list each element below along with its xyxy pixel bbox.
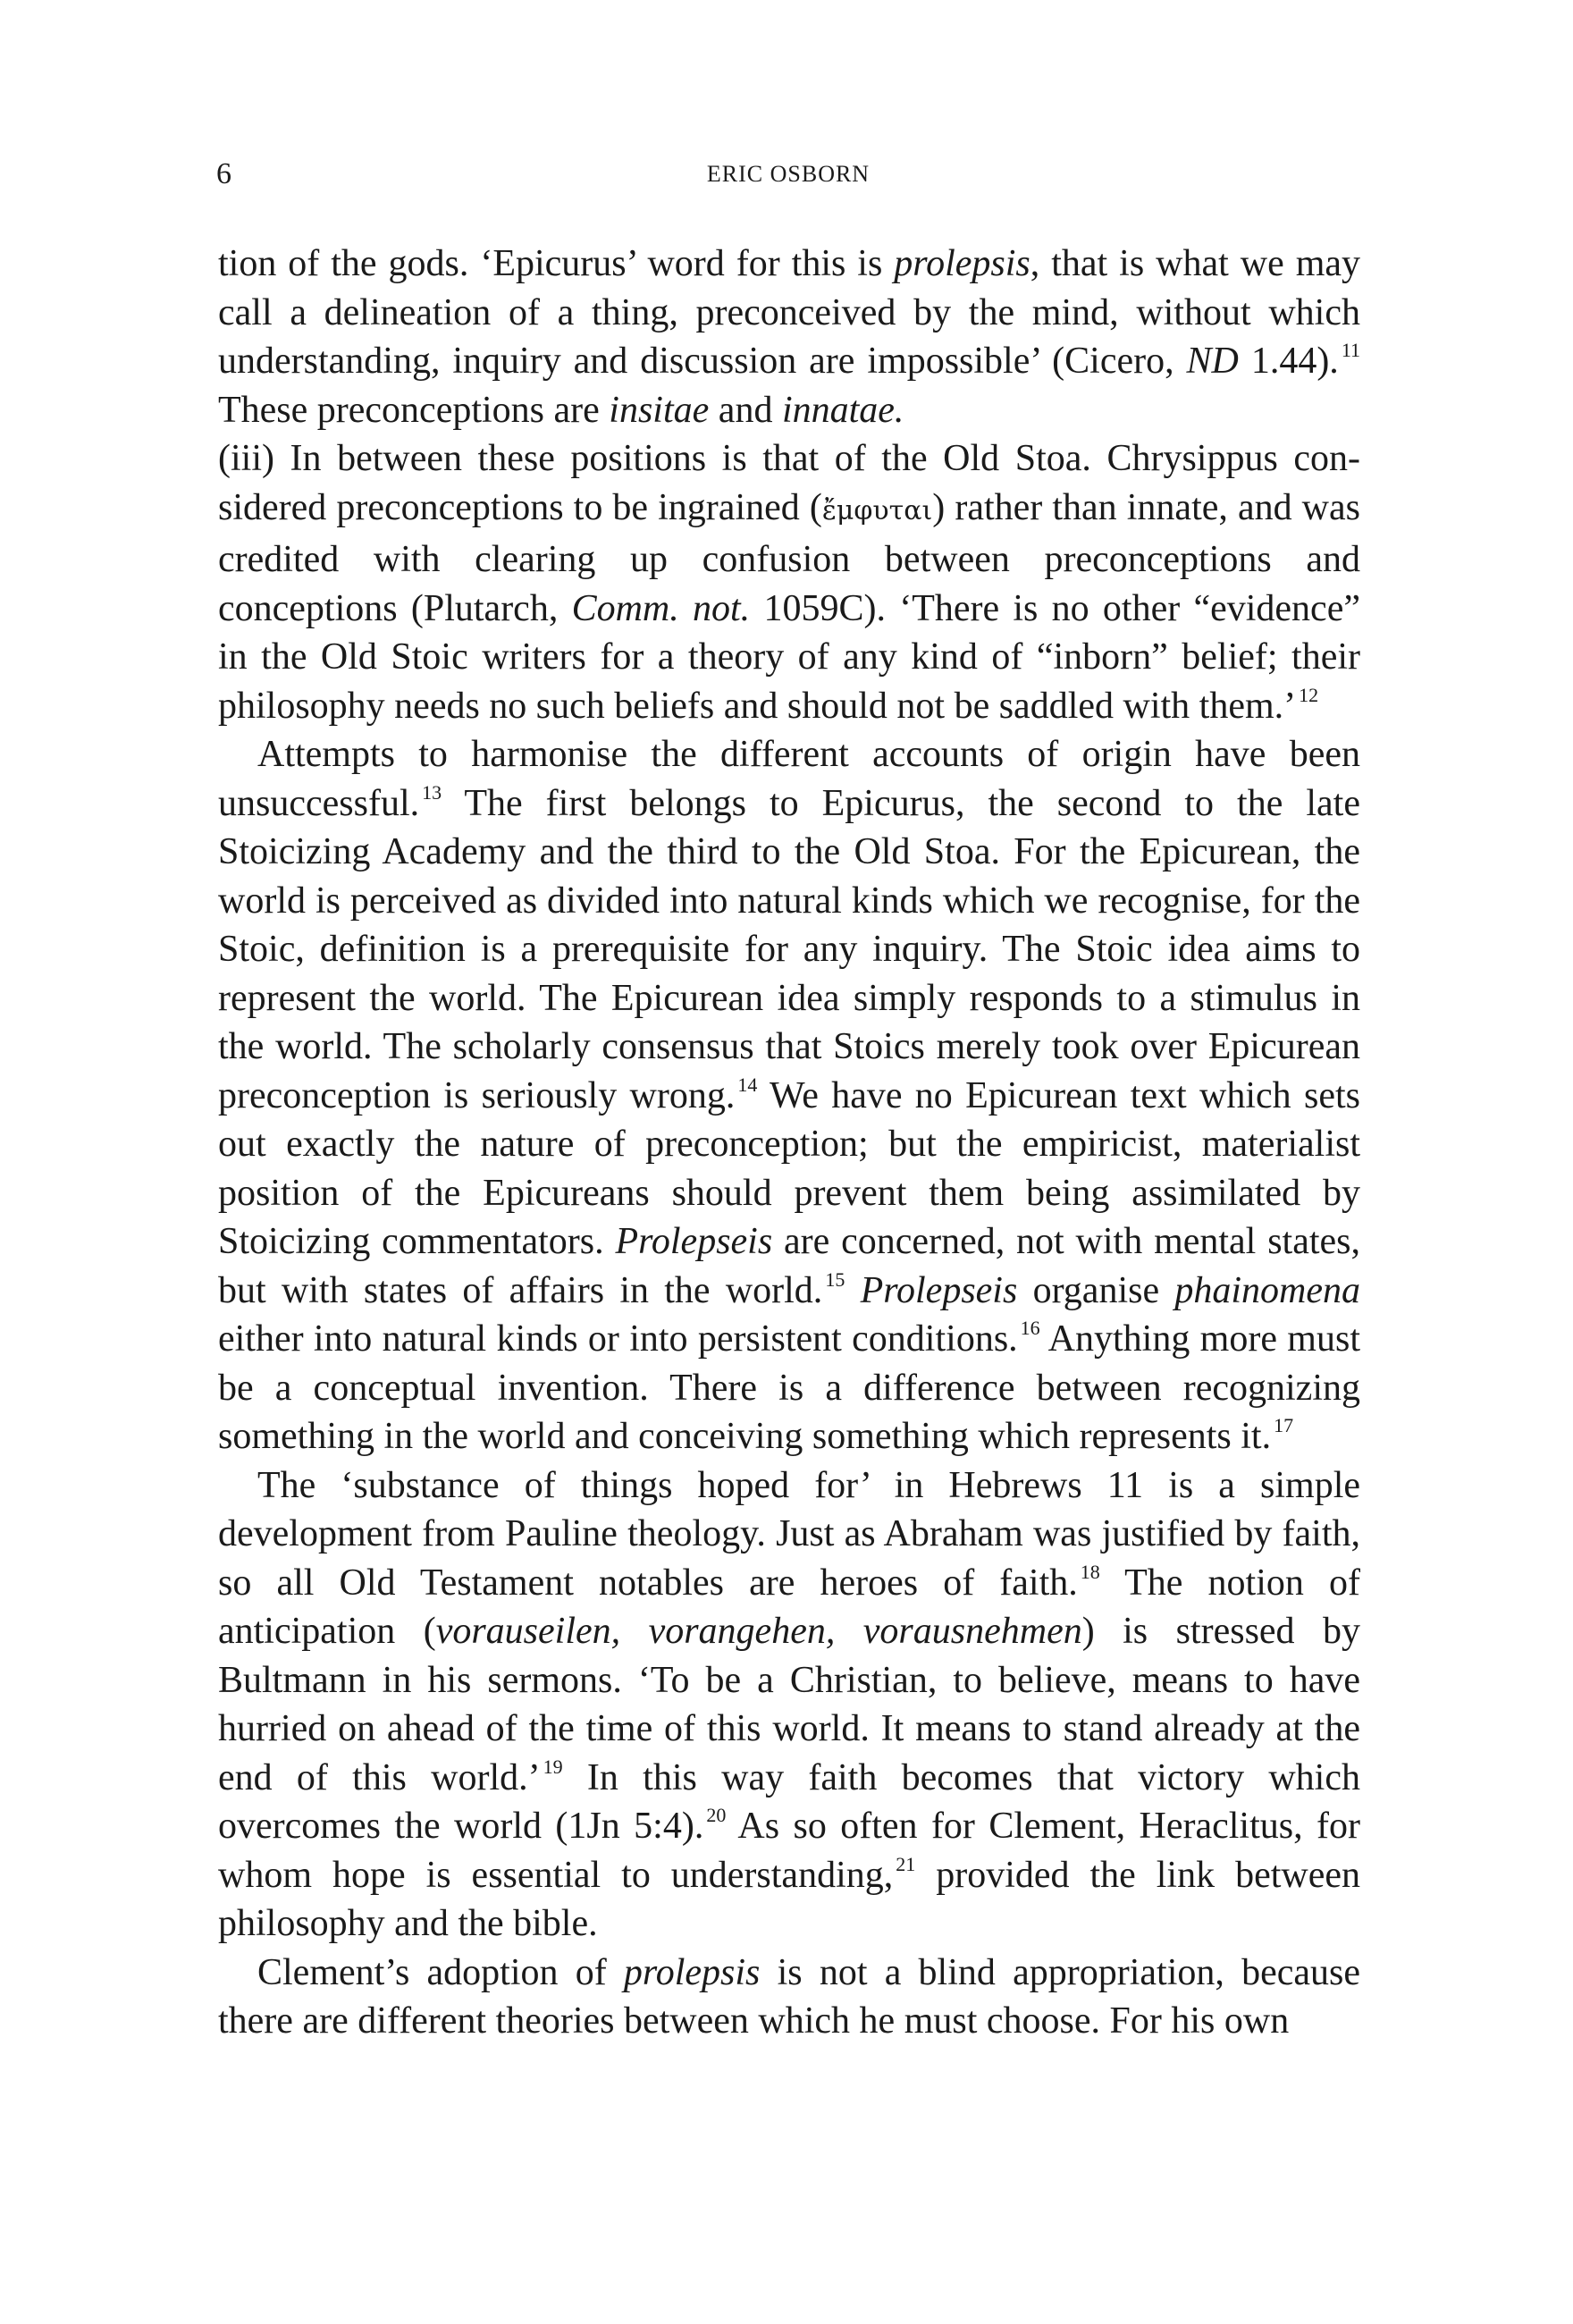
paragraph-p5 <box>218 1949 1360 2046</box>
paragraph-p3 <box>218 730 1360 1461</box>
page-header <box>216 157 1360 193</box>
footnote-marker: 21 <box>896 1852 916 1875</box>
paragraph-p2 <box>218 434 1360 730</box>
text-segment: tion of the gods. ‘Epicurus’ word for this is <box>218 243 895 284</box>
paragraph-p1 <box>218 240 1360 434</box>
text-segment: Clement’s adoption of <box>257 1951 624 1993</box>
italic-text: Comm. not. <box>571 587 751 629</box>
text-segment: (iii) In between these positions is that of the Old Stoa. Chrysippus considered preconceptions to be ingrained ( <box>218 438 1360 528</box>
text-segment: In this way faith becomes that victory which overcomes the world (1Jn 5:4). <box>218 1756 1360 1847</box>
footnote-marker: 19 <box>543 1755 563 1778</box>
italic-text: insitae <box>609 389 710 431</box>
text-segment: is not a blind appropriation, because there are different theories between which he must choose. For his own <box>218 1951 1360 2042</box>
footnote-marker: 13 <box>422 780 442 804</box>
text-segment: organise <box>1017 1269 1175 1311</box>
page-number: 6 <box>216 157 231 190</box>
text-segment: are concerned, not with mental states, but with states of affairs in the world. <box>218 1221 1361 1311</box>
body-text <box>218 240 1360 2046</box>
running-head: ERIC OSBORN <box>706 161 871 187</box>
text-segment: The first belongs to Epicurus, the second to the late Stoicizing Academy and the third to the Old Stoa. For the Epicurean, the world is perceived as divided into natural kinds which we recognise, for the Stoic, definition is a prerequisite for any inquiry. The Stoic idea aims to represent the world. The Epicurean idea simply responds to a stimulus in the world. The scholarly consensus that Stoics merely took over Epicurean preconception is seriously wrong. <box>218 782 1360 1116</box>
footnote-marker: 18 <box>1080 1560 1100 1583</box>
footnote-marker: 16 <box>1020 1317 1040 1339</box>
footnote-marker: 11 <box>1341 339 1360 361</box>
footnote-marker: 12 <box>1299 683 1319 706</box>
footnote-marker: 15 <box>825 1267 845 1291</box>
text-segment: and <box>709 389 782 431</box>
text-segment: Anything more must be a conceptual invention. There is a difference between recognizing something in the world and conceiving something which represents it. <box>218 1318 1360 1457</box>
text-segment: These preconceptions are <box>218 389 610 431</box>
text-segment <box>845 1270 860 1311</box>
italic-text: ND <box>1186 341 1239 382</box>
text-segment: 1059C). ‘There is no other “evidence” in the Old Stoic writers for a theory of any kind of “inborn” belief; their philosophy needs no such beliefs and should not be saddled with them.’ <box>218 587 1360 727</box>
text-segment: ) rather than innate, and was credited with clearing up confusion between preconceptions and conceptions (Plutarch, <box>218 486 1360 629</box>
text-segment: 1.44). <box>1238 341 1339 382</box>
greek-text: ἔμφυται <box>821 494 933 526</box>
text-segment: The ‘substance of things hoped for’ in Hebrews 11 is a simple development from Pauline theology. Just as Abraham was justified by faith, so all Old Testament notables are heroes of faith. <box>218 1464 1360 1604</box>
text-segment: , that is what we may call a delineation of a thing, preconceived by the mind, without which understanding, inquiry and discussion are impossible’ (Cicero, <box>218 243 1360 382</box>
text-segment: Attempts to harmonise the different accounts of origin have been unsuccessful. <box>218 734 1360 824</box>
footnote-marker: 20 <box>706 1804 727 1826</box>
text-segment: As so often for Clement, Heraclitus, for whom hope is essential to understanding, <box>218 1806 1360 1896</box>
footnote-marker: 17 <box>1274 1414 1294 1436</box>
text-segment: We have no Epicurean text which sets out exactly the nature of preconception; but the empiricist, materialist position of the Epicureans should prevent them being assimilated by Stoicizing commentators. <box>218 1074 1360 1262</box>
italic-text: vorauseilen, vorangehen, vorausnehmen <box>435 1611 1082 1652</box>
italic-text: prolepsis <box>623 1951 761 1993</box>
paragraph-p4 <box>218 1461 1360 1949</box>
footnote-marker: 14 <box>737 1073 758 1096</box>
italic-text: Prolepseis <box>615 1221 773 1262</box>
italic-text: Prolepseis <box>860 1269 1018 1311</box>
text-segment: The notion of anticipation ( <box>218 1562 1360 1652</box>
italic-text: prolepsis <box>894 243 1030 284</box>
text-segment: either into natural kinds or into persistent conditions. <box>218 1318 1018 1360</box>
italic-text: phainomena <box>1174 1269 1360 1311</box>
italic-text: innatae. <box>781 389 904 431</box>
text-segment: ) is stressed by Bultmann in his sermons. ‘To be a Christian, to believe, means to have hurried on ahead of the time of this world. It means to stand already at the end of this world.’ <box>218 1611 1360 1798</box>
text-segment: provided the link between philosophy and the bible. <box>218 1854 1360 1944</box>
